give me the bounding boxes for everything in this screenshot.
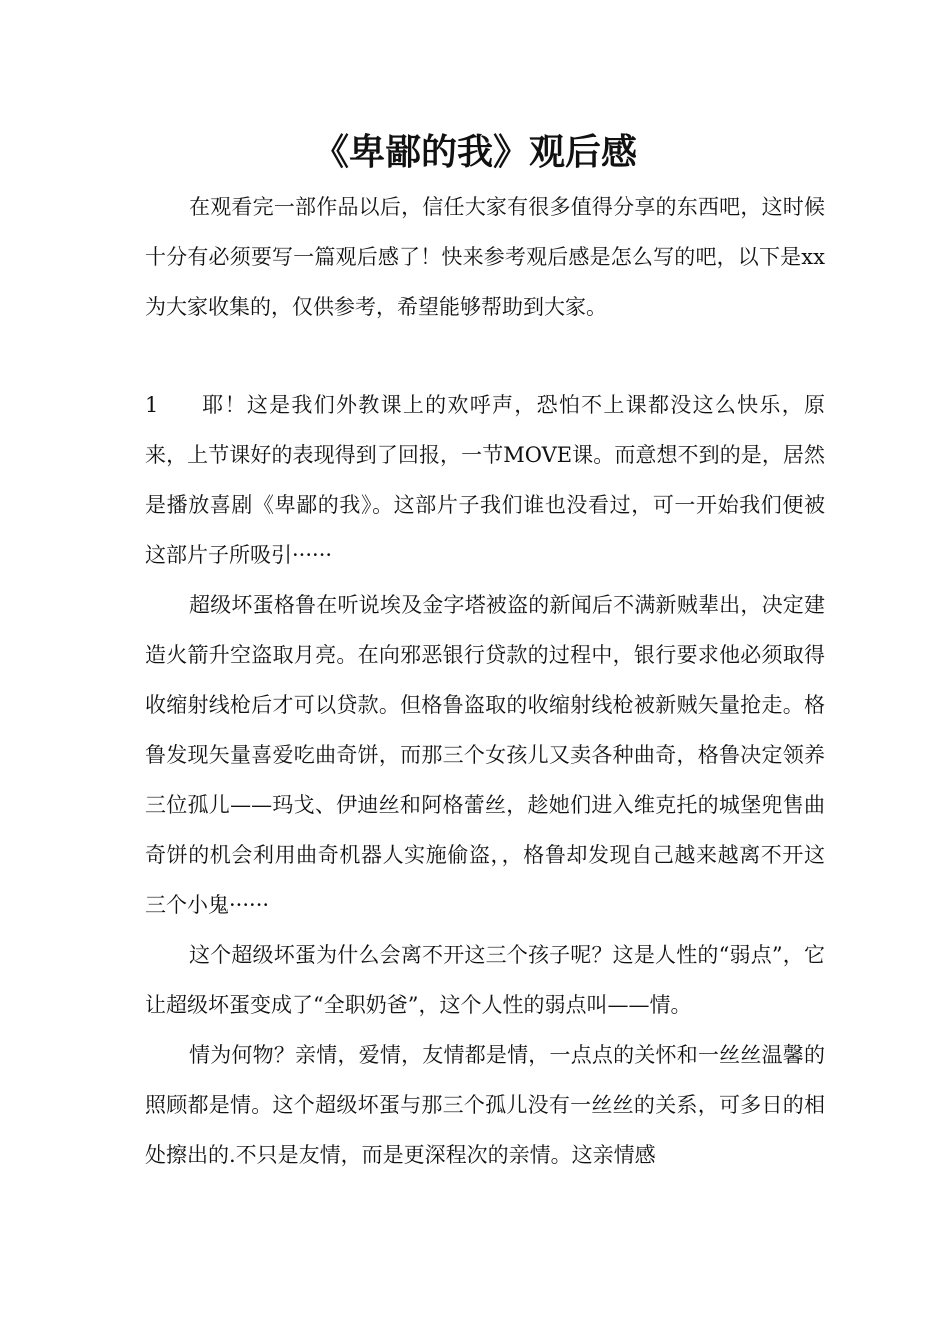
weakness-paragraph: 这个超级坏蛋为什么会离不开这三个孩子呢？这是人性的“弱点”，它让超级坏蛋变成了“全职奶爸”，这个人性的弱点叫——情。 — [145, 943, 825, 1017]
document-body — [145, 182, 825, 1180]
paragraph-gap — [145, 332, 825, 380]
plot-paragraph: 超级坏蛋格鲁在听说埃及金字塔被盗的新闻后不满新贼辈出，决定建造火箭升空盗取月亮。在向邪恶银行贷款的过程中，银行要求他必须取得收缩射线枪后才可以贷款。但格鲁盗取的收缩射线枪被新贼矢量抢走。格鲁发现矢量喜爱吃曲奇饼，而那三个女孩儿又卖各种曲奇，格鲁决定领养三位孤儿——玛戈、伊迪丝和阿格蕾丝，趁她们进入维克托的城堡兜售曲奇饼的机会利用曲奇机器人实施偷盗，，格鲁却发现自己越来越离不开这三个小鬼······ — [145, 593, 825, 917]
section-number: 1 — [145, 393, 159, 417]
page-title: 《卑鄙的我》观后感 — [312, 131, 637, 173]
section-1-paragraph — [145, 380, 825, 580]
intro-paragraph: 在观看完一部作品以后，信任大家有很多值得分享的东西吧，这时候十分有必须要写一篇观后感了！快来参考观后感是怎么写的吧，以下是xx为大家收集的，仅供参考，希望能够帮助到大家。 — [145, 195, 825, 319]
section-1-text: 耶！这是我们外教课上的欢呼声，恐怕不上课都没这么快乐，原来，上节课好的表现得到了回报，一节MOVE课。而意想不到的是，居然是播放喜剧《卑鄙的我》。这部片子我们谁也没看过，可一开始我们便被这部片子所吸引······ — [145, 393, 825, 567]
affection-paragraph: 情为何物？亲情，爱情，友情都是情，一点点的关怀和一丝丝温馨的照顾都是情。这个超级坏蛋与那三个孤儿没有一丝丝的关系，可多日的相处擦出的.不只是友情，而是更深程次的亲情。这亲情感 — [145, 1043, 825, 1167]
